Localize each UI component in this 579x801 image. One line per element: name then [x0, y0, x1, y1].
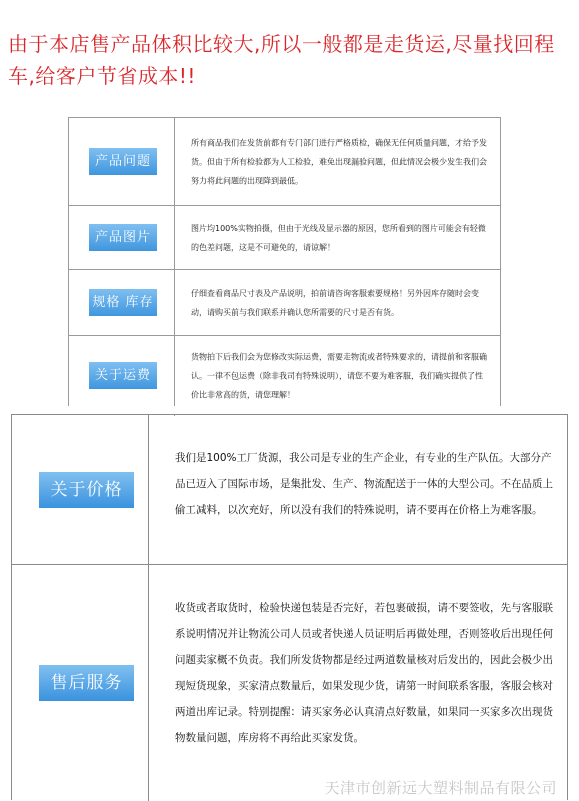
notice-table-bottom	[11, 414, 568, 800]
label-cell	[69, 118, 175, 205]
label-after-sales: 售后服务	[39, 665, 134, 701]
label-shipping-fee: 关于运费	[89, 362, 157, 389]
label-spec-stock: 规格 库存	[89, 289, 157, 316]
row-pricing	[12, 415, 567, 565]
text-pricing: 我们是100%工厂货源，我公司是专业的生产企业，有专业的生产队伍。大部分产品已迈入了国际市场，是集批发、生产、物流配送于一体的大型公司。不在品质上偷工减料，以次充好，所以没有我们的特殊说明，请不要再在价格上为难客服。	[175, 452, 553, 516]
label-cell	[12, 415, 149, 564]
text-shipping-fee: 货物拍下后我们会为您修改实际运费，需要走物流或者特殊要求的，请提前和客服确认。一律不包运费（除非我司有特殊说明），请您不要为难客服，我们确实提供了性价比非常高的货，请您理解！	[191, 352, 487, 400]
shipping-notice-headline: 由于本店售产品体积比较大,所以一般都是走货运,尽量找回程车,给客户节省成本!!	[8, 32, 555, 88]
label-cell	[69, 270, 175, 335]
row-product-issues	[69, 118, 500, 206]
row-spec-stock	[69, 270, 500, 336]
text-spec-stock: 仔细查看商品尺寸表及产品说明，拍前请咨询客服索要规格！另外因库存随时会变动，请购买前与我们联系并确认您所需要的尺寸是否有货。	[191, 288, 479, 317]
row-after-sales	[12, 565, 567, 801]
notice-table-top	[68, 117, 501, 407]
row-product-images	[69, 206, 500, 270]
label-cell	[69, 206, 175, 269]
company-watermark: 天津市创新远大塑料制品有限公司	[324, 779, 557, 797]
row-shipping-fee	[69, 336, 500, 416]
text-product-images: 图片均100%实物拍摄，但由于光线及显示器的原因，您所看到的图片可能会有轻微的色差问题，这是不可避免的，请谅解！	[191, 223, 486, 252]
label-pricing: 关于价格	[39, 472, 134, 508]
image-seam	[0, 406, 579, 414]
label-product-issues: 产品问题	[89, 148, 157, 175]
label-product-images: 产品图片	[89, 224, 157, 251]
text-product-issues: 所有商品我们在发货前都有专门部门进行严格质检，确保无任何质量问题，才给予发货。但由于所有检验都为人工检验，难免出现漏验问题，但此情况会极少发生我们会努力将此问题的出现降到最低。	[191, 138, 487, 185]
text-after-sales: 收货或者取货时，检验快递包装是否完好，若包裹破损，请不要签收，先与客服联系说明情况并让物流公司人员或者快递人员证明后再做处理，否则签收后出现任何问题卖家概不负责。我们所发货物都是经过两道数量核对后发出的，因此会极少出现短货现象，买家清点数量后，如果发现少货，请第一时间联系客服，客服会核对两道出库记录。特别提醒：请买家务必认真清点好数量，如果同一买家多次出现货物数量问题，库房将不再给此买家发货。	[175, 602, 553, 744]
label-cell	[12, 565, 149, 801]
label-cell	[69, 336, 175, 416]
